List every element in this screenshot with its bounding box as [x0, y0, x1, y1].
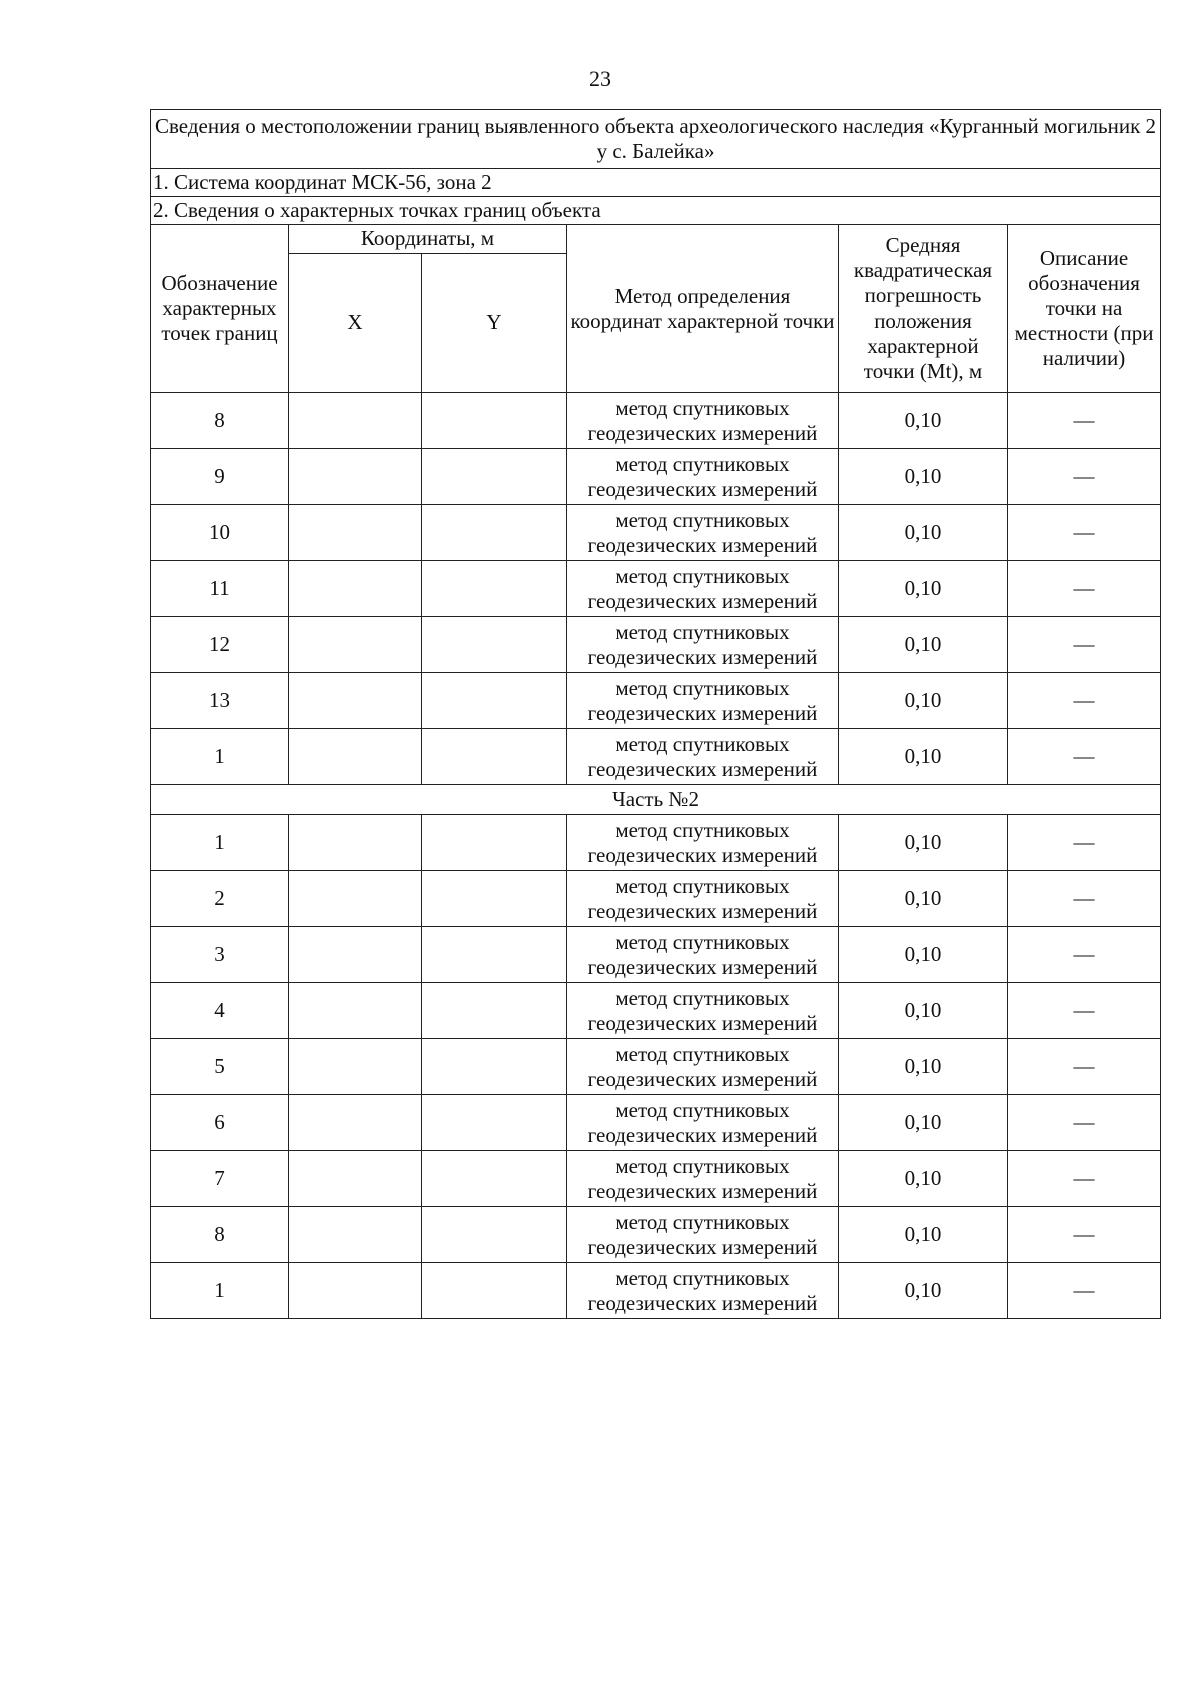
description-cell: — — [1008, 729, 1161, 785]
point-cell: 13 — [151, 673, 289, 729]
point-cell: 4 — [151, 983, 289, 1039]
method-cell: метод спутниковых геодезических измерений — [567, 815, 839, 871]
error-cell: 0,10 — [839, 1039, 1008, 1095]
method-cell: метод спутниковых геодезических измерений — [567, 983, 839, 1039]
error-cell: 0,10 — [839, 617, 1008, 673]
table-row — [151, 1039, 1161, 1095]
method-cell: метод спутниковых геодезических измерений — [567, 729, 839, 785]
point-cell: 1 — [151, 815, 289, 871]
point-cell: 7 — [151, 1151, 289, 1207]
description-cell: — — [1008, 1095, 1161, 1151]
header-row-top — [151, 225, 1161, 254]
x-cell — [289, 1095, 422, 1151]
point-cell: 1 — [151, 729, 289, 785]
y-cell — [422, 1263, 567, 1319]
method-cell: метод спутниковых геодезических измерений — [567, 673, 839, 729]
table-row — [151, 561, 1161, 617]
x-cell — [289, 815, 422, 871]
page-number: 23 — [589, 66, 611, 91]
x-cell — [289, 927, 422, 983]
description-cell: — — [1008, 617, 1161, 673]
method-cell: метод спутниковых геодезических измерений — [567, 871, 839, 927]
error-cell: 0,10 — [839, 983, 1008, 1039]
header-point: Обозначение характерных точек границ — [151, 225, 289, 393]
method-cell: метод спутниковых геодезических измерений — [567, 1207, 839, 1263]
y-cell — [422, 1095, 567, 1151]
method-cell: метод спутниковых геодезических измерений — [567, 393, 839, 449]
y-cell — [422, 729, 567, 785]
error-cell: 0,10 — [839, 815, 1008, 871]
method-cell: метод спутниковых геодезических измерений — [567, 927, 839, 983]
points-info-row — [151, 197, 1161, 225]
error-cell: 0,10 — [839, 561, 1008, 617]
header-error: Средняя квадратическая погрешность положения характерной точки (Mt), м — [839, 225, 1008, 393]
y-cell — [422, 927, 567, 983]
method-cell: метод спутниковых геодезических измерений — [567, 617, 839, 673]
x-cell — [289, 1207, 422, 1263]
header-y: Y — [422, 254, 567, 393]
point-cell: 5 — [151, 1039, 289, 1095]
description-cell: — — [1008, 983, 1161, 1039]
table-row — [151, 1151, 1161, 1207]
method-cell: метод спутниковых геодезических измерений — [567, 1263, 839, 1319]
y-cell — [422, 449, 567, 505]
error-cell: 0,10 — [839, 449, 1008, 505]
header-coords: Координаты, м — [289, 225, 567, 254]
y-cell — [422, 1151, 567, 1207]
y-cell — [422, 1039, 567, 1095]
header-method: Метод определения координат характерной точки — [567, 225, 839, 393]
description-cell: — — [1008, 815, 1161, 871]
point-cell: 8 — [151, 393, 289, 449]
table-row — [151, 1095, 1161, 1151]
point-cell: 3 — [151, 927, 289, 983]
part-label: Часть №2 — [151, 785, 1161, 815]
x-cell — [289, 871, 422, 927]
x-cell — [289, 1039, 422, 1095]
description-cell: — — [1008, 393, 1161, 449]
point-cell: 10 — [151, 505, 289, 561]
point-cell: 6 — [151, 1095, 289, 1151]
description-cell: — — [1008, 1207, 1161, 1263]
description-cell: — — [1008, 1151, 1161, 1207]
error-cell: 0,10 — [839, 927, 1008, 983]
table-title: Сведения о местоположении границ выявленного объекта археологического наследия «Курганный могильник 2 у с. Балейка» — [151, 110, 1161, 169]
description-cell: — — [1008, 1263, 1161, 1319]
error-cell: 0,10 — [839, 729, 1008, 785]
error-cell: 0,10 — [839, 1151, 1008, 1207]
x-cell — [289, 393, 422, 449]
boundary-points-table — [150, 109, 1161, 1319]
method-cell: метод спутниковых геодезических измерений — [567, 561, 839, 617]
error-cell: 0,10 — [839, 1207, 1008, 1263]
method-cell: метод спутниковых геодезических измерений — [567, 505, 839, 561]
table-row — [151, 673, 1161, 729]
table-row — [151, 927, 1161, 983]
part-label-row — [151, 785, 1161, 815]
x-cell — [289, 505, 422, 561]
y-cell — [422, 617, 567, 673]
table-row — [151, 871, 1161, 927]
point-cell: 8 — [151, 1207, 289, 1263]
description-cell: — — [1008, 561, 1161, 617]
point-cell: 9 — [151, 449, 289, 505]
x-cell — [289, 983, 422, 1039]
error-cell: 0,10 — [839, 505, 1008, 561]
table-row — [151, 449, 1161, 505]
header-x: X — [289, 254, 422, 393]
point-cell: 12 — [151, 617, 289, 673]
error-cell: 0,10 — [839, 871, 1008, 927]
x-cell — [289, 617, 422, 673]
y-cell — [422, 505, 567, 561]
description-cell: — — [1008, 505, 1161, 561]
y-cell — [422, 673, 567, 729]
point-cell: 1 — [151, 1263, 289, 1319]
coordinate-system-row — [151, 169, 1161, 197]
point-cell: 11 — [151, 561, 289, 617]
table-title-row — [151, 110, 1161, 169]
table-row — [151, 1207, 1161, 1263]
table-row — [151, 815, 1161, 871]
table-row — [151, 1263, 1161, 1319]
error-cell: 0,10 — [839, 1263, 1008, 1319]
description-cell: — — [1008, 871, 1161, 927]
x-cell — [289, 1263, 422, 1319]
x-cell — [289, 561, 422, 617]
error-cell: 0,10 — [839, 393, 1008, 449]
table-row — [151, 393, 1161, 449]
description-cell: — — [1008, 673, 1161, 729]
method-cell: метод спутниковых геодезических измерений — [567, 449, 839, 505]
description-cell: — — [1008, 449, 1161, 505]
description-cell: — — [1008, 1039, 1161, 1095]
table-row — [151, 617, 1161, 673]
y-cell — [422, 983, 567, 1039]
error-cell: 0,10 — [839, 673, 1008, 729]
points-info: 2. Сведения о характерных точках границ объекта — [151, 197, 1161, 225]
y-cell — [422, 1207, 567, 1263]
method-cell: метод спутниковых геодезических измерений — [567, 1095, 839, 1151]
coordinate-system: 1. Система координат МСК-56, зона 2 — [151, 169, 1161, 197]
error-cell: 0,10 — [839, 1095, 1008, 1151]
x-cell — [289, 449, 422, 505]
table-row — [151, 505, 1161, 561]
table-row — [151, 729, 1161, 785]
table-row — [151, 983, 1161, 1039]
header-description: Описание обозначения точки на местности (при наличии) — [1008, 225, 1161, 393]
method-cell: метод спутниковых геодезических измерений — [567, 1039, 839, 1095]
x-cell — [289, 673, 422, 729]
y-cell — [422, 393, 567, 449]
x-cell — [289, 729, 422, 785]
y-cell — [422, 561, 567, 617]
method-cell: метод спутниковых геодезических измерений — [567, 1151, 839, 1207]
point-cell: 2 — [151, 871, 289, 927]
x-cell — [289, 1151, 422, 1207]
y-cell — [422, 871, 567, 927]
y-cell — [422, 815, 567, 871]
description-cell: — — [1008, 927, 1161, 983]
